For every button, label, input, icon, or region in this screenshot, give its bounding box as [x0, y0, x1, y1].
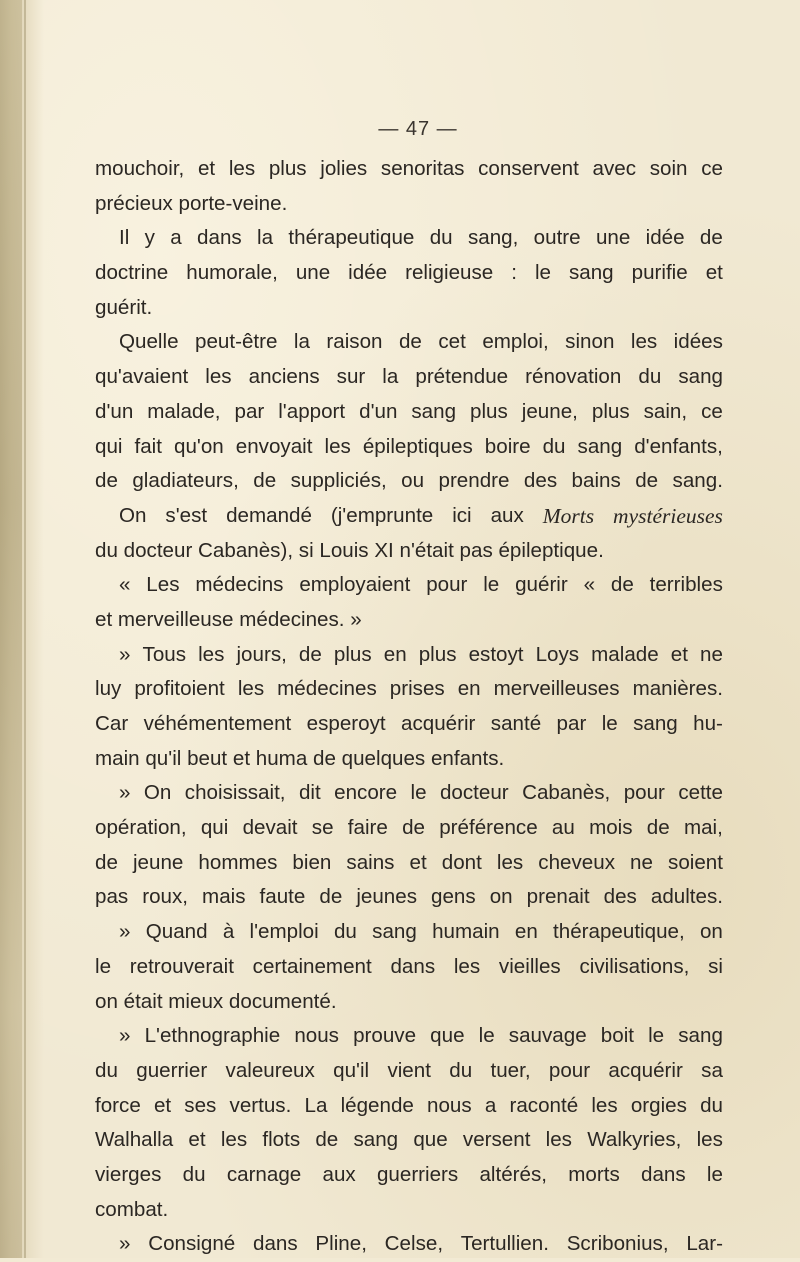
- text-line: le retrouverait certainement dans les vieilles civilisations, si: [95, 954, 723, 978]
- text-line: mouchoir, et les plus jolies senoritas conservent avec soin ce: [95, 157, 723, 180]
- text-line: et merveilleuse médecines. »: [95, 607, 362, 631]
- text-line: Car véhémentement esperoyt acquérir santé par le sang hu-: [95, 712, 723, 735]
- text-line: main qu'il beut et huma de quelques enfants.: [95, 746, 505, 770]
- page-number: — 47 —: [378, 118, 458, 140]
- text-line: luy profitoient les médecines prises en merveilleuses manières.: [95, 677, 723, 701]
- text-line: Quelle peut-être la raison de cet emploi, sinon les idées: [119, 330, 723, 354]
- text-line: » Tous les jours, de plus en plus estoyt Loys malade et ne: [119, 642, 723, 666]
- text-line: Walhalla et les flots de sang que versent les Walkyries, les: [95, 1128, 723, 1152]
- text-line: précieux porte-veine.: [95, 191, 288, 215]
- text-line: doctrine humorale, une idée religieuse : le sang purifie et: [95, 261, 723, 285]
- text-line: On s'est demandé (j'emprunte ici aux Morts mystérieuses: [119, 503, 723, 528]
- text-line: qui fait qu'on envoyait les épileptiques boire du sang d'enfants,: [95, 434, 723, 458]
- text-line: qu'avaient les anciens sur la prétendue rénovation du sang: [95, 365, 723, 389]
- text-line: de jeune hommes bien sains et dont les cheveux ne soient: [95, 850, 723, 874]
- text-line: Il y a dans la thérapeutique du sang, outre une idée de: [119, 226, 723, 250]
- text-line: » On choisissait, dit encore le docteur Cabanès, pour cette: [119, 781, 723, 805]
- text-line: vierges du carnage aux guerriers altérés, morts dans le: [95, 1162, 723, 1186]
- text-line: combat.: [95, 1197, 169, 1221]
- text-line: on était mieux documenté.: [95, 989, 337, 1013]
- text-line: de gladiateurs, de suppliciés, ou prendre des bains de sang.: [95, 469, 723, 493]
- text-line: pas roux, mais faute de jeunes gens on prenait des adultes.: [95, 885, 723, 909]
- text-line: opération, qui devait se faire de préférence au mois de mai,: [95, 816, 723, 840]
- body-text: [95, 152, 723, 1262]
- text-line: force et ses vertus. La légende nous a raconté les orgies du: [95, 1093, 723, 1117]
- text-line: » Quand à l'emploi du sang humain en thérapeutique, on: [119, 920, 723, 944]
- binding-shadow: [0, 0, 22, 1258]
- text-line: guérit.: [95, 295, 153, 319]
- text-line: » Consigné dans Pline, Celse, Tertullien. Scribonius, Lar-: [119, 1232, 723, 1256]
- text-line: » L'ethnographie nous prouve que le sauvage boit le sang: [119, 1024, 723, 1048]
- text-line: du docteur Cabanès), si Louis XI n'était pas épileptique.: [95, 538, 604, 562]
- text-line: d'un malade, par l'apport d'un sang plus jeune, plus sain, ce: [95, 399, 723, 423]
- text-line: « Les médecins employaient pour le guérir « de terribles: [119, 573, 723, 597]
- text-line: du guerrier valeureux qu'il vient du tuer, pour acquérir sa: [95, 1058, 723, 1082]
- binding-edge: [24, 0, 26, 1258]
